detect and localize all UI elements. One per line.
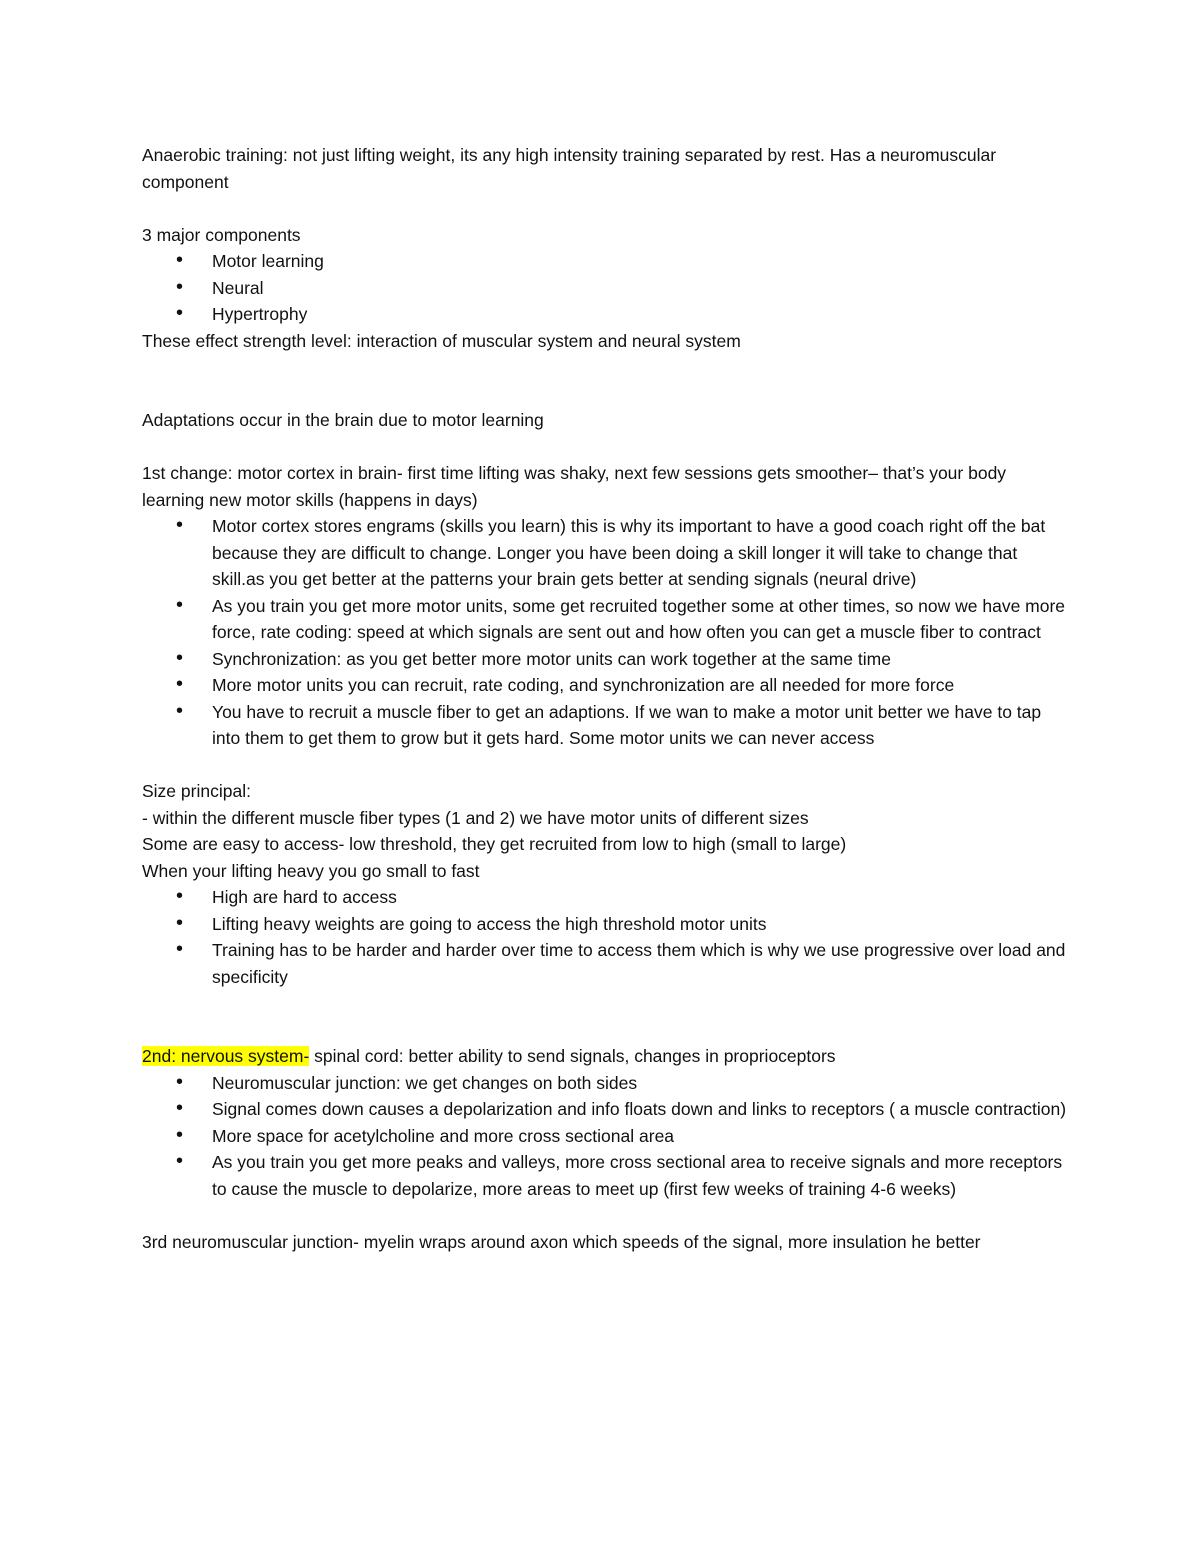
list-item [142, 301, 1072, 328]
list-item [142, 672, 1072, 699]
list-item [142, 1096, 1072, 1123]
list-item-text: You have to recruit a muscle fiber to get an adaptions. If we wan to make a motor unit better we have to tap into them to get them to grow but it gets hard. Some motor units we can never access [212, 701, 1042, 748]
list-item-text: As you train you get more peaks and valleys, more cross sectional area to receive signals and more receptors to cause the muscle to depolarize, more areas to meet up (first few weeks of training 4-6 weeks) [212, 1152, 1063, 1199]
list-item-text: Motor cortex stores engrams (skills you learn) this is why its important to have a good coach right off the bat because they are difficult to change. Longer you have been doing a skill longer it will take to change that skill.as you get better at the patterns your brain gets better at sending signals (neural drive) [212, 516, 1046, 589]
third-paragraph: 3rd neuromuscular junction- myelin wraps around axon which speeds of the signal, more insulation he better [142, 1231, 981, 1252]
list-item [142, 1123, 1072, 1150]
list-item-text: Synchronization: as you get better more motor units can work together at the same time [212, 648, 891, 669]
adaptations-heading: Adaptations occur in the brain due to motor learning [142, 410, 544, 430]
spacer [142, 354, 1072, 407]
spacer [142, 752, 1072, 779]
list-item-text: Signal comes down causes a depolarization and info floats down and links to receptors ( a muscle contraction) [212, 1099, 1067, 1119]
second-paragraph [142, 1043, 1072, 1070]
document-body [142, 142, 1072, 1255]
bullet-icon: • [176, 1097, 184, 1119]
intro-paragraph: Anaerobic training: not just lifting weight, its any high intensity training separated by rest. Has a neuromuscular component [142, 145, 997, 192]
list-item-text: More space for acetylcholine and more cross sectional area [212, 1125, 675, 1146]
list-item-text: Neural [212, 277, 264, 298]
bullet-icon: • [176, 938, 184, 960]
bullet-icon: • [176, 275, 184, 298]
list-item-text: Motor learning [212, 251, 324, 271]
list-item [142, 513, 1072, 593]
bullet-icon: • [176, 1070, 184, 1093]
size-principal-line: Some are easy to access- low threshold, they get recruited from low to high (small to large) [142, 834, 847, 854]
second-paragraph-text: spinal cord: better ability to send signals, changes in proprioceptors [309, 1046, 836, 1066]
components-heading: 3 major components [142, 224, 301, 245]
list-item [142, 937, 1072, 990]
components-list [142, 248, 1072, 328]
list-item [142, 699, 1072, 752]
bullet-icon: • [176, 249, 184, 271]
bullet-icon: • [176, 699, 184, 722]
list-item-text: As you train you get more motor units, some get recruited together some at other times, so now we have more force, rate coding: speed at which signals are sent out and how often you can get a muscle fiber to contract [212, 595, 1066, 642]
list-item [142, 593, 1072, 646]
bullet-icon: • [176, 911, 184, 934]
list-item [142, 275, 1072, 302]
spacer [142, 434, 1072, 461]
list-item-text: Neuromuscular junction: we get changes on both sides [212, 1072, 638, 1093]
spacer [142, 195, 1072, 222]
list-item-text: Lifting heavy weights are going to access the high threshold motor units [212, 913, 767, 934]
first-change-paragraph: 1st change: motor cortex in brain- first time lifting was shaky, next few sessions gets smoother– that’s your body learning new motor skills (happens in days) [142, 463, 1007, 510]
list-item [142, 1149, 1072, 1202]
bullet-icon: • [176, 593, 184, 616]
list-item-text: Hypertrophy [212, 304, 308, 324]
bullet-icon: • [176, 673, 184, 695]
size-principal-line: When your lifting heavy you go small to fast [142, 860, 480, 881]
list-item [142, 646, 1072, 673]
list-item-text: More motor units you can recruit, rate coding, and synchronization are all needed for more force [212, 675, 955, 695]
components-note: These effect strength level: interaction of muscular system and neural system [142, 330, 741, 351]
bullet-icon: • [176, 885, 184, 907]
highlighted-text: 2nd: nervous system- [142, 1046, 310, 1066]
spacer [142, 990, 1072, 1043]
bullet-icon: • [176, 1150, 184, 1172]
list-item [142, 911, 1072, 938]
bullet-icon: • [176, 514, 184, 536]
list-item [142, 884, 1072, 911]
list-item [142, 248, 1072, 275]
size-principal-list [142, 884, 1072, 990]
spacer [142, 1202, 1072, 1229]
bullet-icon: • [176, 302, 184, 324]
bullet-icon: • [176, 1123, 184, 1146]
list-item-text: Training has to be harder and harder over time to access them which is why we use progressive over load and specificity [212, 940, 1066, 987]
list-item-text: High are hard to access [212, 887, 397, 907]
bullet-icon: • [176, 646, 184, 669]
first-change-list [142, 513, 1072, 752]
list-item [142, 1070, 1072, 1097]
size-principal-line: - within the different muscle fiber types (1 and 2) we have motor units of different sizes [142, 807, 809, 828]
second-list [142, 1070, 1072, 1203]
size-principal-heading: Size principal: [142, 781, 251, 801]
